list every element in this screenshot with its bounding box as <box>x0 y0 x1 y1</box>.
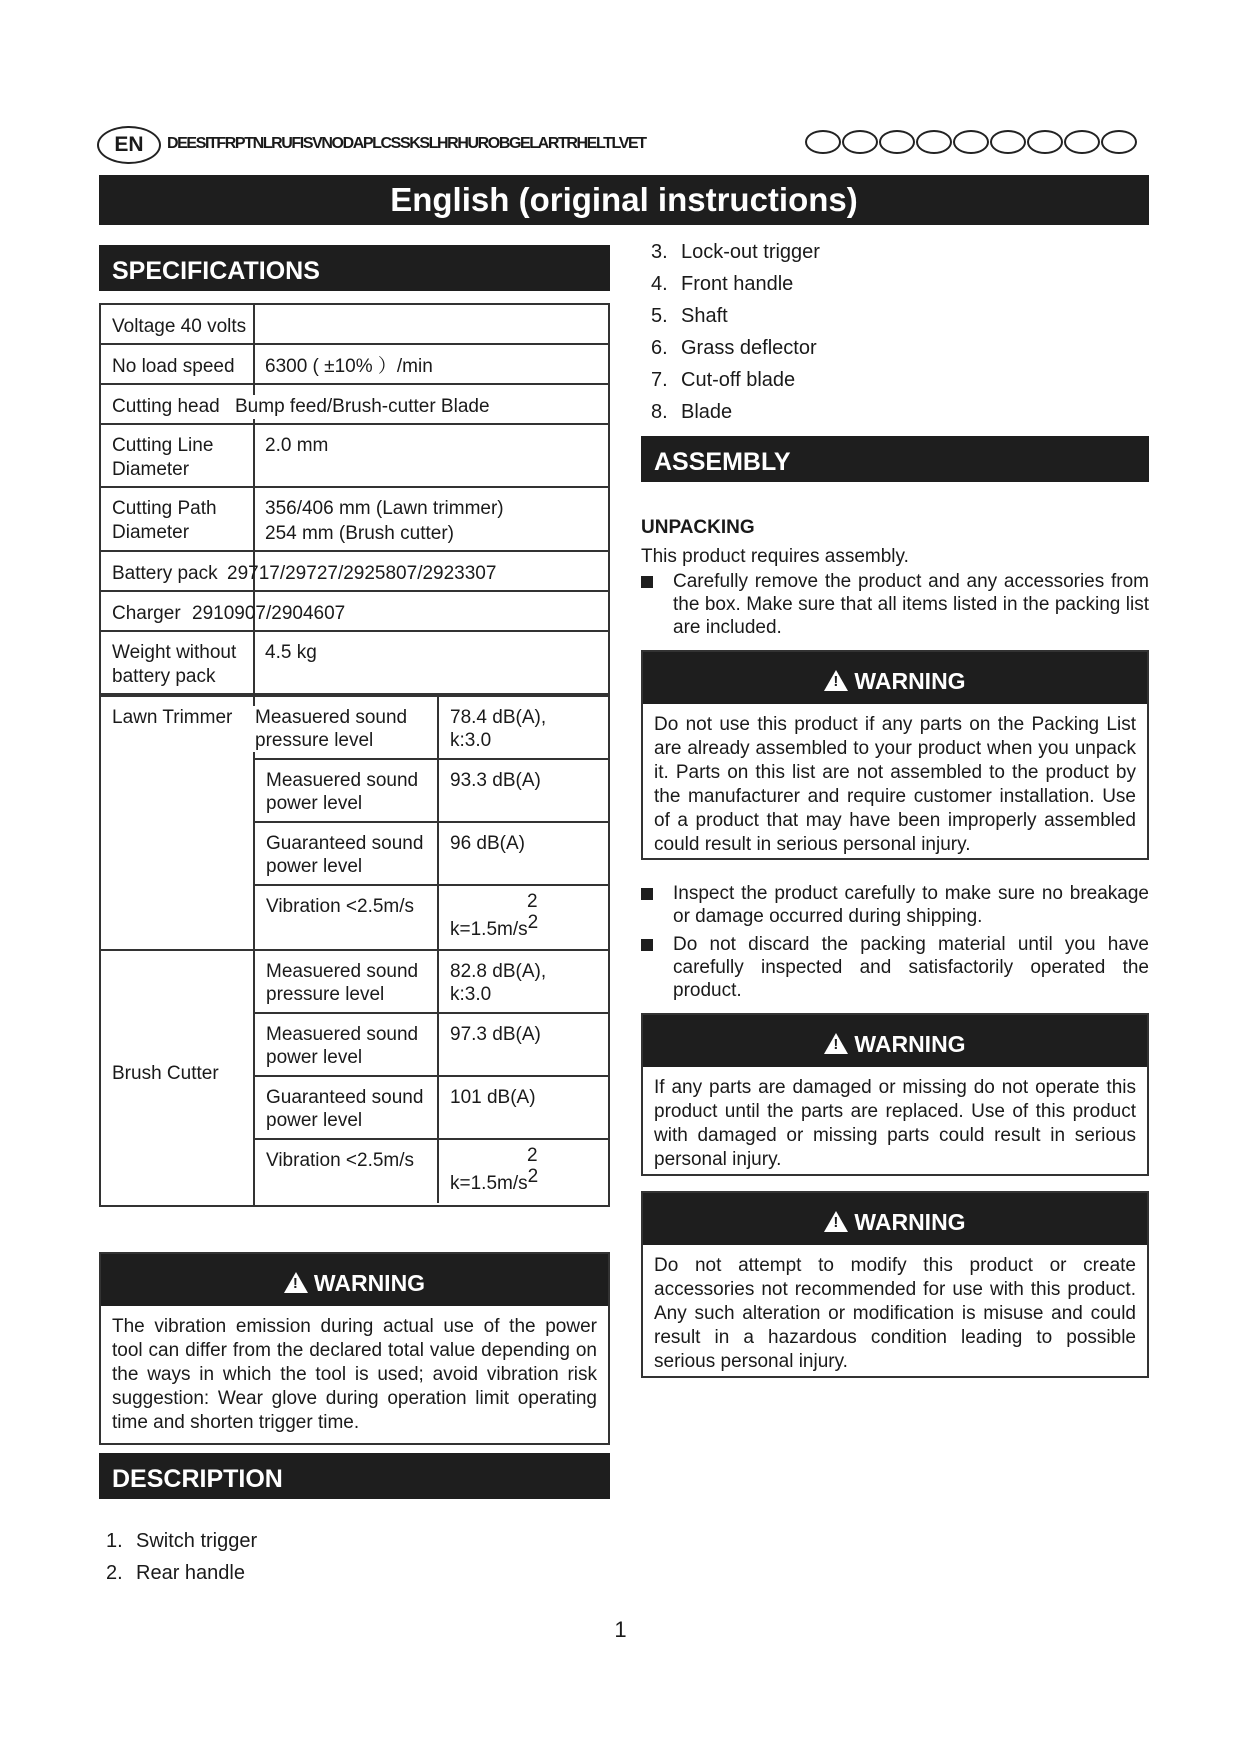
sound-row-vibration <box>255 1140 608 1203</box>
sound-row-name: Measuered sound pressure level <box>266 961 419 1005</box>
spec-label: Voltage 40 volts <box>112 316 247 337</box>
warning-text: The vibration emission during actual use of the power tool can differ from the declared total value depending on the ways in which the tool is used; avoid vibration risk suggestion: Wear glove during operation limit operating time and shorten trigger time. <box>112 1316 597 1433</box>
warning-text: Do not use this product if any parts on the Packing List are already assembled to your product when you unpack it. Parts on this list are not assembled to the product by the manufacturer and require customer installation. Use of a product that may have been improperly assembled could result in serious personal injury. <box>654 714 1136 855</box>
spec-label: Cutting Path Diameter <box>112 498 217 543</box>
spec-label: Charger <box>112 603 181 624</box>
language-tab-oval <box>805 130 841 154</box>
bullet-item: Inspect the product carefully to make sure no breakage or damage occurred during shipping. <box>641 882 1149 928</box>
page-number: 1 <box>614 1617 627 1642</box>
sound-row-value: k:3.0 <box>450 984 492 1005</box>
language-tab-oval <box>842 130 878 154</box>
warning-triangle-icon: ! <box>824 670 848 691</box>
sound-row <box>255 1077 608 1140</box>
spec-label: Battery pack <box>112 563 218 584</box>
assembly-intro: This product requires assembly. <box>641 546 909 567</box>
sound-row <box>255 1014 608 1077</box>
warning-text: Do not attempt to modify this product or create accessories not recommended for use with this product. Any such alteration or modification is misuse and could result in a hazardous condition leading to possible serious personal injury. <box>654 1255 1136 1372</box>
sound-row-name: Vibration <2.5m/s <box>266 1150 415 1171</box>
description-item: 3. Lock-out trigger <box>651 241 820 263</box>
spec-value: 4.5 kg <box>265 642 317 663</box>
sound-row-name: Vibration <2.5m/s <box>266 896 415 917</box>
language-tab-oval <box>1027 130 1063 154</box>
sound-row-value: 78.4 dB(A), <box>450 707 547 728</box>
description-item: 8. Blade <box>651 401 733 423</box>
sound-row-name: Measuered sound power level <box>266 770 419 814</box>
language-tab-bar <box>97 126 1147 162</box>
warning-box-modify <box>641 1191 1149 1378</box>
warning-header: ! WARNING <box>643 1015 1147 1067</box>
warning-box-vibration <box>99 1252 610 1445</box>
sound-row-name: Measuered sound pressure level <box>245 706 415 752</box>
sound-row-value: 96 dB(A) <box>450 833 525 854</box>
warning-box-damaged <box>641 1013 1149 1176</box>
sound-vibration-table <box>99 695 610 1207</box>
sound-row <box>255 823 608 886</box>
language-tab-oval <box>953 130 989 154</box>
spec-label: Cutting Line Diameter <box>112 435 214 480</box>
sound-row-name: Guaranteed sound power level <box>266 1087 424 1131</box>
vibration-exponent: 2 <box>527 891 538 912</box>
specifications-table <box>99 303 610 695</box>
description-list-right <box>651 236 820 428</box>
bullet-square-icon <box>641 888 653 900</box>
spec-row-battery-pack <box>101 552 608 592</box>
description-item: 2. Rear handle <box>106 1562 245 1584</box>
description-item: 4. Front handle <box>651 273 794 295</box>
sound-row-value: k=1.5m/s2 <box>450 1166 539 1194</box>
assembly-heading: ASSEMBLY <box>641 436 1149 482</box>
spec-value: 2.0 mm <box>265 435 329 456</box>
spec-value: 356/406 mm (Lawn trimmer) <box>265 498 504 519</box>
spec-row-cutting-path <box>101 488 608 552</box>
bullet-square-icon <box>641 939 653 951</box>
warning-triangle-icon: ! <box>824 1211 848 1232</box>
spec-value: 2910907/2904607 <box>192 603 346 624</box>
sound-row-value: k=1.5m/s2 <box>450 912 539 940</box>
warning-triangle-icon: ! <box>284 1272 308 1293</box>
lawn-trimmer-label: Lawn Trimmer <box>112 707 233 728</box>
brush-cutter-group <box>101 951 608 1205</box>
language-tabs-other: DEESITFRPTNLRUFISVNODAPLCSSKSLHRHUROBGELARTRHELTLVET <box>167 135 646 152</box>
specifications-heading: SPECIFICATIONS <box>99 245 610 291</box>
sound-row-value: 82.8 dB(A), <box>450 961 547 982</box>
warning-header: ! WARNING <box>643 652 1147 704</box>
bullet-item: Do not discard the packing material until you have carefully inspected and satisfactorily operated the product. <box>641 933 1149 1002</box>
vibration-exponent: 2 <box>527 1145 538 1166</box>
warning-header: ! WARNING <box>643 1193 1147 1245</box>
spec-row-weight <box>101 632 608 693</box>
description-item: 1. Switch trigger <box>106 1530 258 1552</box>
language-tab-oval <box>879 130 915 154</box>
sound-row-value: 93.3 dB(A) <box>450 770 541 791</box>
warning-triangle-icon: ! <box>824 1033 848 1054</box>
language-tab-oval <box>916 130 952 154</box>
sound-row-value: k:3.0 <box>450 730 492 751</box>
bullet-item: Carefully remove the product and any accessories from the box. Make sure that all items listed in the packing list are included. <box>641 570 1149 639</box>
sound-row-name: Guaranteed sound power level <box>266 833 424 877</box>
spec-row-charger <box>101 592 608 632</box>
unpacking-heading: UNPACKING <box>641 517 755 538</box>
spec-row-cutting-line <box>101 425 608 488</box>
spec-value: Bump feed/Brush-cutter Blade <box>235 396 490 417</box>
spec-row-voltage <box>101 305 608 345</box>
language-tab-oval <box>1064 130 1100 154</box>
spec-label: Cutting head <box>112 396 220 417</box>
spec-value: 254 mm (Brush cutter) <box>265 523 454 544</box>
warning-header: ! WARNING <box>101 1254 608 1306</box>
description-list-left <box>106 1525 257 1589</box>
sound-row-value: 97.3 dB(A) <box>450 1024 541 1045</box>
sound-row-vibration <box>255 886 608 949</box>
language-tab-en: EN <box>97 126 161 164</box>
spec-row-no-load-speed <box>101 345 608 385</box>
page-title: English (original instructions) <box>99 175 1149 225</box>
description-item: 6. Grass deflector <box>651 337 817 359</box>
bullet-square-icon <box>641 576 653 588</box>
spec-label: Weight without battery pack <box>112 642 237 687</box>
sound-row <box>255 951 608 1014</box>
spec-value: 29717/29727/2925807/2923307 <box>227 563 497 584</box>
brush-cutter-label: Brush Cutter <box>112 1063 219 1084</box>
warning-text: If any parts are damaged or missing do not operate this product until the parts are replaced. Use of this product with damaged or missing parts could result in serious personal injury. <box>654 1077 1136 1170</box>
lawn-trimmer-group <box>101 697 608 951</box>
spec-label: No load speed <box>112 356 235 377</box>
sound-row <box>255 760 608 823</box>
description-item: 7. Cut-off blade <box>651 369 796 391</box>
spec-row-cutting-head <box>101 385 608 425</box>
description-heading: DESCRIPTION <box>99 1453 610 1499</box>
sound-row-value: 101 dB(A) <box>450 1087 536 1108</box>
sound-row <box>255 697 608 760</box>
language-tab-oval <box>1101 130 1137 154</box>
warning-box-packing <box>641 650 1149 860</box>
language-tab-oval <box>990 130 1026 154</box>
spec-value: 6300 ( ±10% ）/min <box>265 356 433 377</box>
description-item: 5. Shaft <box>651 305 728 327</box>
sound-row-name: Measuered sound power level <box>266 1024 419 1068</box>
